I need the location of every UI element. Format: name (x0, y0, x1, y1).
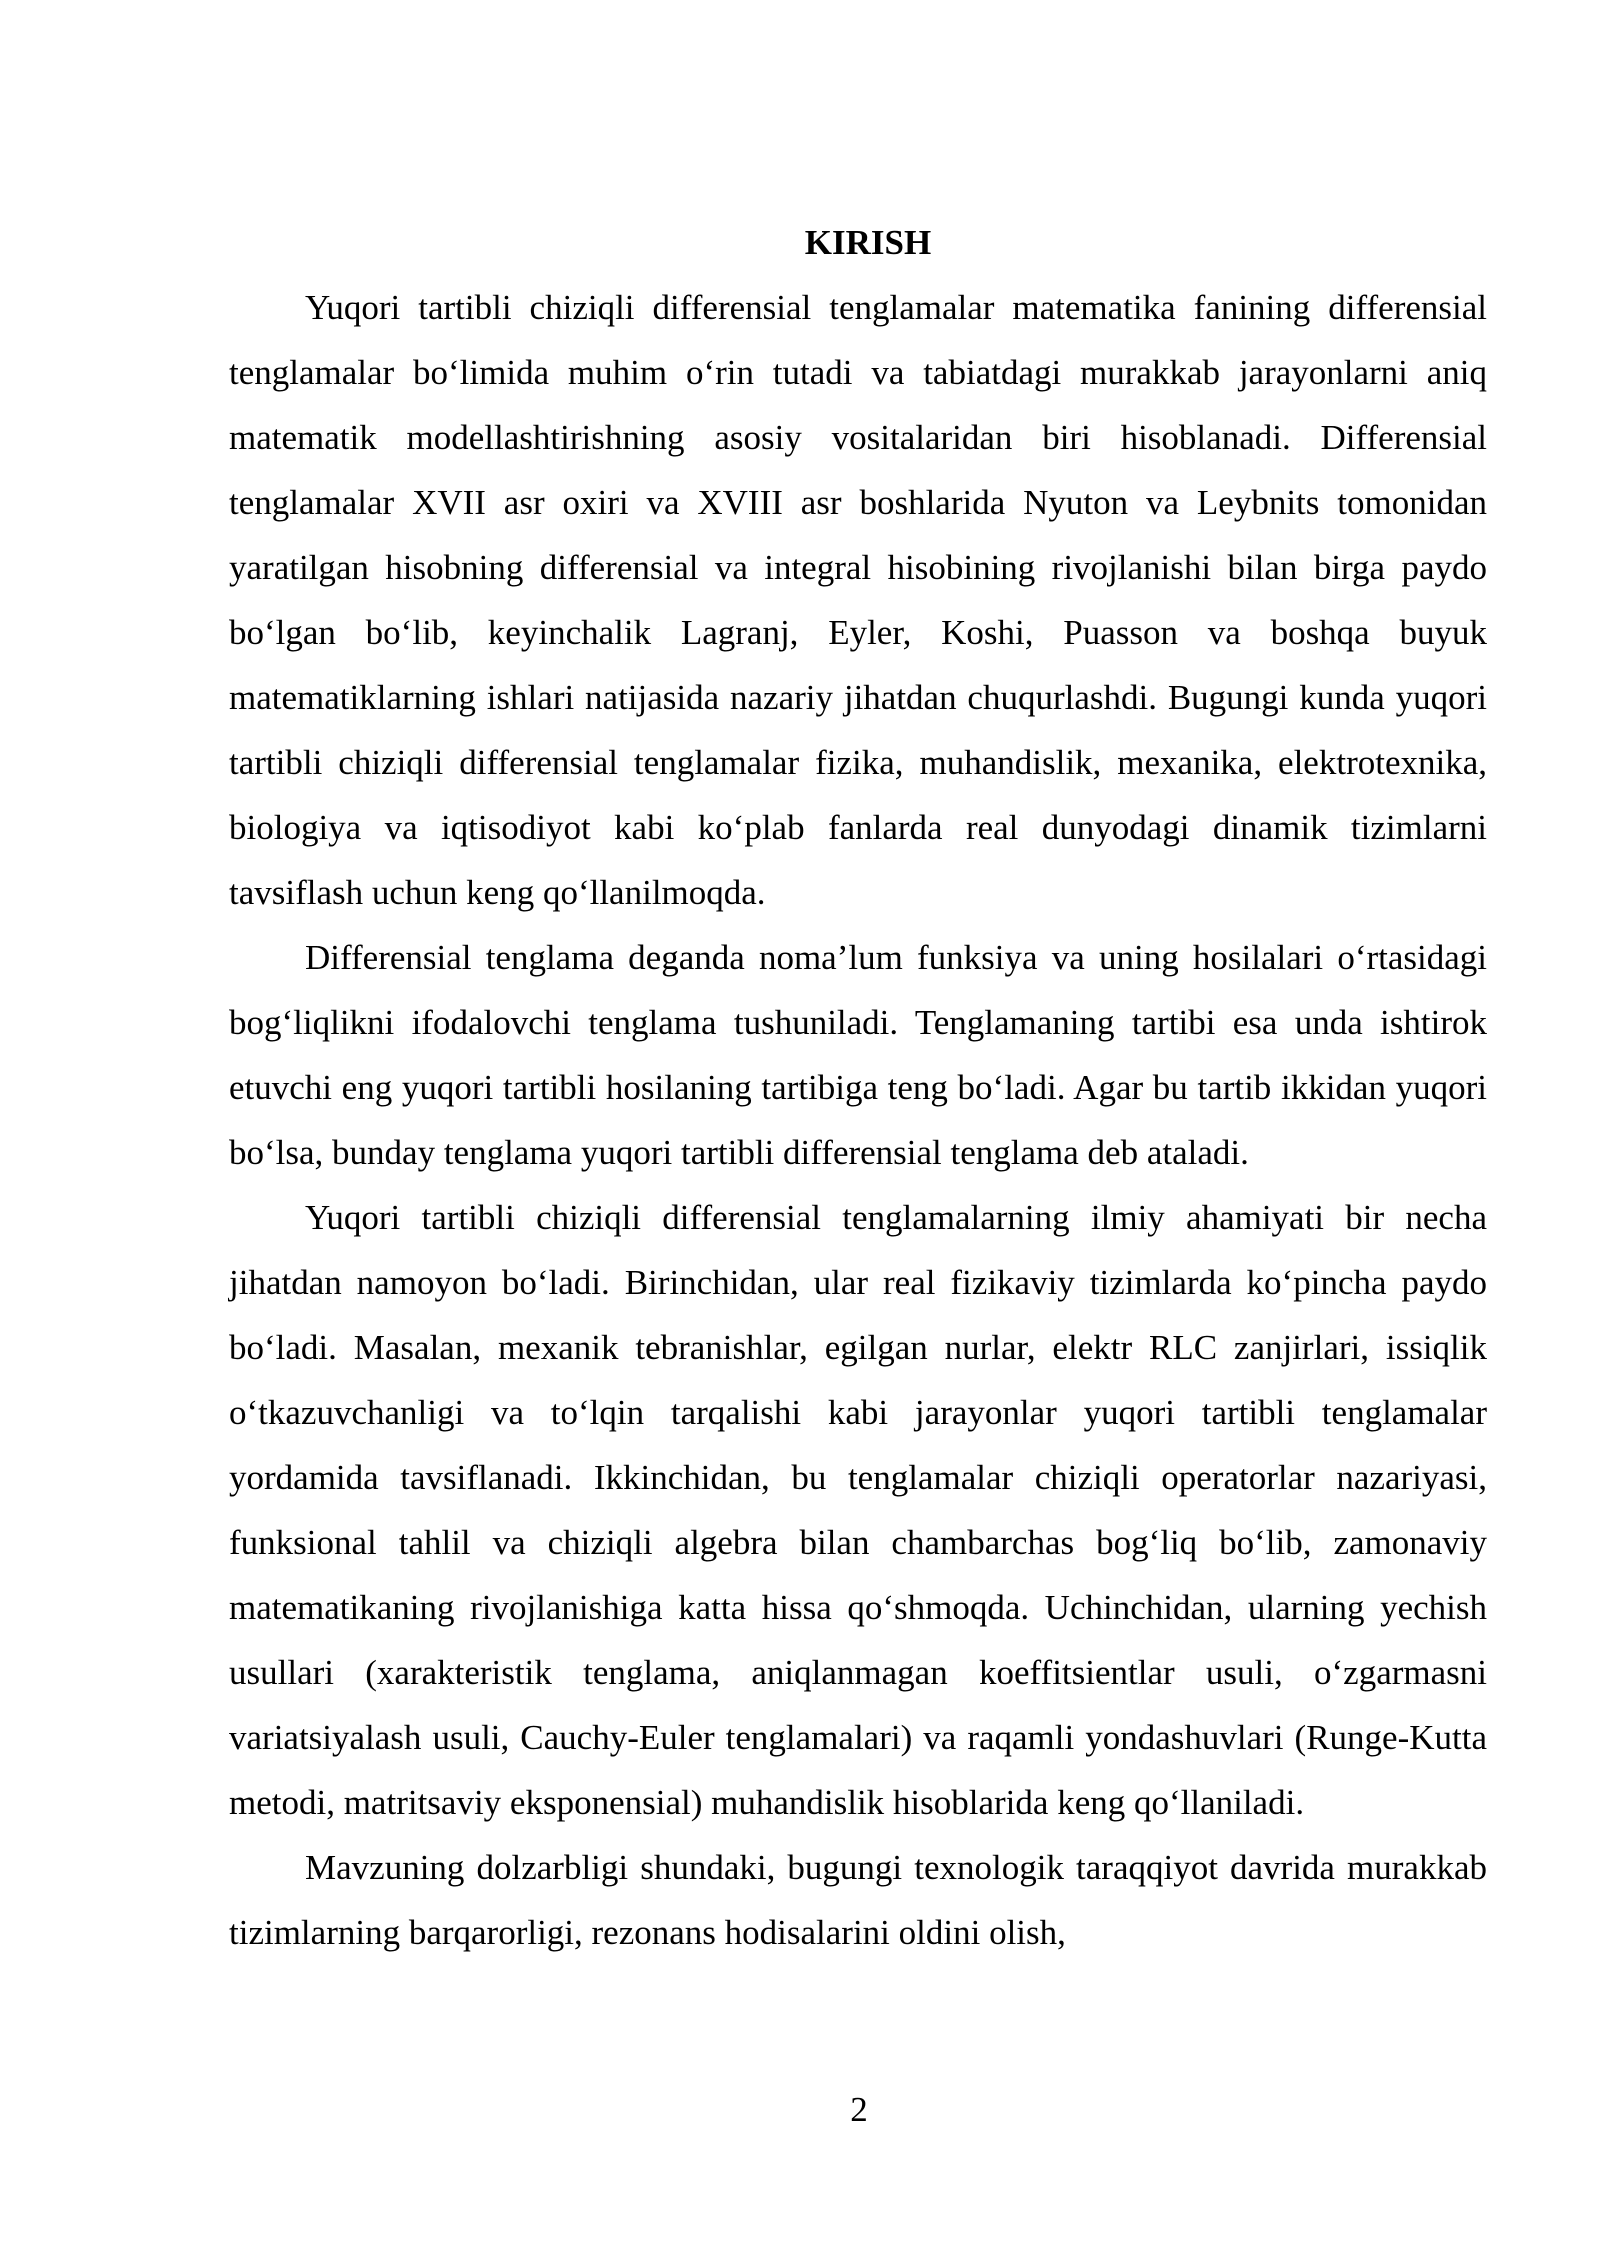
page-content (229, 210, 1487, 1965)
paragraph-2: Differensial tenglama deganda noma’lum funksiya va uning hosilalari o‘rtasidagi bog‘liqlikni ifodalovchi tenglama tushuniladi. Tenglamaning tartibi esa unda ishtirok etuvchi eng yuqori tartibli hosilaning tartibiga teng bo‘ladi. Agar bu tartib ikkidan yuqori bo‘lsa, bunday tenglama yuqori tartibli differensial tenglama deb ataladi. (229, 938, 1487, 1172)
section-title: KIRISH (804, 223, 932, 262)
paragraph-4: Mavzuning dolzarbligi shundaki, bugungi texnologik taraqqiyot davrida murakkab tizimlarning barqarorligi, rezonans hodisalarini oldini olish, (229, 1848, 1487, 1952)
paragraph-1: Yuqori tartibli chiziqli differensial tenglamalar matematika fanining differensial tenglamalar bo‘limida muhim o‘rin tutadi va tabiatdagi murakkab jarayonlarni aniq matematik modellashtirishning asosiy vositalaridan biri hisoblanadi. Differensial tenglamalar XVII asr oxiri va XVIII asr boshlarida Nyuton va Leybnits tomonidan yaratilgan hisobning differensial va integral hisobining rivojlanishi bilan birga paydo bo‘lgan bo‘lib, keyinchalik Lagranj, Eyler, Koshi, Puasson va boshqa buyuk matematiklarning ishlari natijasida nazariy jihatdan chuqurlashdi. Bugungi kunda yuqori tartibli chiziqli differensial tenglamalar fizika, muhandislik, mexanika, elektrotexnika, biologiya va iqtisodiyot kabi ko‘plab fanlarda real dunyodagi dinamik tizimlarni tavsiflash uchun keng qo‘llanilmoqda. (229, 288, 1487, 912)
page-number: 2 (850, 2090, 868, 2129)
paragraph-3: Yuqori tartibli chiziqli differensial tenglamalarning ilmiy ahamiyati bir necha jihatdan namoyon bo‘ladi. Birinchidan, ular real fizikaviy tizimlarda ko‘pincha paydo bo‘ladi. Masalan, mexanik tebranishlar, egilgan nurlar, elektr RLC zanjirlari, issiqlik o‘tkazuvchanligi va to‘lqin tarqalishi kabi jarayonlar yuqori tartibli tenglamalar yordamida tavsiflanadi. Ikkinchidan, bu tenglamalar chiziqli operatorlar nazariyasi, funksional tahlil va chiziqli algebra bilan chambarchas bog‘liq bo‘lib, zamonaviy matematikaning rivojlanishiga katta hissa qo‘shmoqda. Uchinchidan, ularning yechish usullari (xarakteristik tenglama, aniqlanmagan koeffitsientlar usuli, o‘zgarmasni variatsiyalash usuli, Cauchy-Euler tenglamalari) va raqamli yondashuvlari (Runge-Kutta metodi, matritsaviy eksponensial) muhandislik hisoblarida keng qo‘llaniladi. (229, 1198, 1487, 1822)
